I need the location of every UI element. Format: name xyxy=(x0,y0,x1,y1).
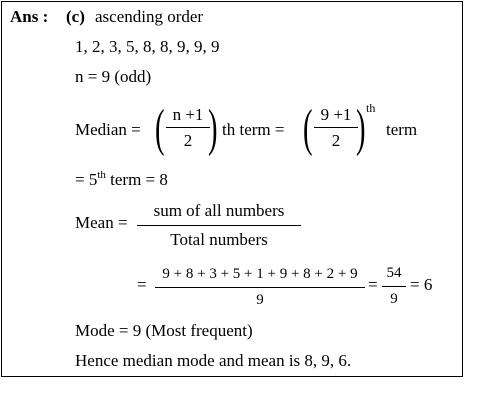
answer-label: Ans : xyxy=(10,7,49,26)
median-fraction-2-bar xyxy=(314,127,358,128)
mean-calc-numerator-2: 54 xyxy=(386,265,402,281)
mean-calc-equals-2: = xyxy=(368,275,378,294)
mean-calc-result: = 6 xyxy=(410,275,433,294)
answer-option-text: ascending order xyxy=(95,7,204,26)
median-fraction-2-numerator: 9 +1 xyxy=(320,105,352,124)
median-fraction-1-bar xyxy=(166,127,210,128)
th-superscript: th xyxy=(366,101,376,115)
right-paren-2: ) xyxy=(356,100,366,157)
left-paren-2: ( xyxy=(303,100,313,157)
median-result-prefix: = 5 xyxy=(75,170,98,189)
mean-calc-equals-1: = xyxy=(137,275,147,294)
median-result-sup: th xyxy=(97,169,106,181)
th-term-text: th term = xyxy=(222,120,285,139)
median-fraction-2-denominator: 2 xyxy=(331,131,341,150)
mean-label: Mean = xyxy=(75,213,128,232)
median-fraction-2 xyxy=(314,106,358,149)
term-text: term xyxy=(386,120,418,139)
mean-calc-denominator: 9 xyxy=(256,292,264,308)
n-line: n = 9 (odd) xyxy=(75,67,152,86)
conclusion-line: Hence median mode and mean is 8, 9, 6. xyxy=(75,351,352,370)
mean-calc-denominator-2: 9 xyxy=(390,291,398,307)
answer-option: (c) xyxy=(66,7,85,26)
median-fraction-1-denominator: 2 xyxy=(183,131,193,150)
mean-formula-numerator: sum of all numbers xyxy=(153,201,285,220)
mode-line: Mode = 9 (Most frequent) xyxy=(75,321,253,340)
mean-formula-fraction xyxy=(137,202,301,248)
data-list: 1, 2, 3, 5, 8, 8, 9, 9, 9 xyxy=(75,37,220,56)
mean-calc-bar-2 xyxy=(382,286,406,287)
mean-calc-fraction xyxy=(155,267,365,308)
mean-formula-denominator: Total numbers xyxy=(170,230,268,249)
median-result xyxy=(75,171,168,188)
median-fraction-1-numerator: n +1 xyxy=(172,105,204,124)
mean-calc-numerator: 9 + 8 + 3 + 5 + 1 + 9 + 8 + 2 + 9 xyxy=(162,266,358,282)
right-paren-1: ) xyxy=(208,100,218,157)
median-result-suffix: term = 8 xyxy=(110,170,168,189)
mean-calc-fraction-2 xyxy=(382,266,406,307)
mean-calc-bar xyxy=(155,287,365,288)
median-fraction-1 xyxy=(166,106,210,149)
mean-formula-bar xyxy=(137,225,301,226)
left-paren-1: ( xyxy=(155,100,165,157)
median-label: Median = xyxy=(75,120,141,139)
